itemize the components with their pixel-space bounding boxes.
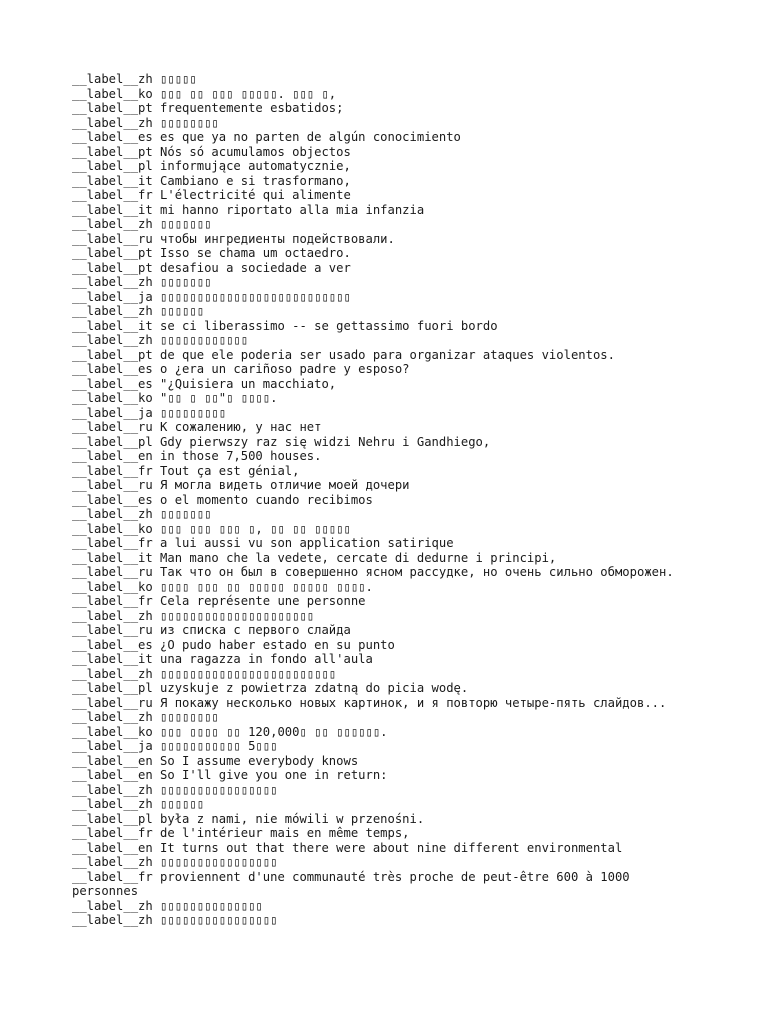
text-line: __label__es ¿O pudo haber estado en su punto [72, 637, 395, 652]
text-line: __label__pl Gdy pierwszy raz się widzi Nehru i Gandhiego, [72, 434, 491, 449]
text-line: __label__zh ▯▯▯▯▯▯▯▯▯▯▯▯ [72, 333, 249, 347]
text-line: __label__en So I'll give you one in return: [72, 768, 388, 782]
text-line: __label__es es que ya no parten de algún conocimiento [72, 130, 461, 144]
text-line: __label__zh ▯▯▯▯▯▯▯▯ [72, 115, 219, 130]
text-line: __label__ko ▯▯▯ ▯▯▯ ▯▯▯ ▯, ▯▯ ▯▯ ▯▯▯▯▯ [72, 521, 351, 536]
text-line: __label__ru чтобы ингредиенты подействовали. [72, 231, 395, 246]
text-line: __label__ru Я покажу несколько новых картинок, и я повторю четыре-пять слайдов... [72, 695, 667, 710]
text-line: __label__ru К сожалению, у нас нет [72, 420, 322, 434]
text-line: __label__zh ▯▯▯▯▯▯ [72, 797, 205, 811]
text-line: __label__fr de l'intérieur mais en même temps, [72, 826, 410, 840]
text-line: __label__zh ▯▯▯▯▯▯▯▯▯▯▯▯▯▯▯▯ [72, 913, 278, 927]
text-line: __label__ja ▯▯▯▯▯▯▯▯▯▯▯ 5▯▯▯ [72, 739, 278, 753]
text-line: __label__es o el momento cuando recibimos [72, 492, 373, 507]
text-line: __label__zh ▯▯▯▯▯▯▯▯▯▯▯▯▯▯▯▯▯▯▯▯▯▯▯▯ [72, 666, 337, 681]
document-text-body [72, 72, 696, 928]
text-line: __label__fr Tout ça est génial, [72, 463, 300, 478]
text-line: __label__ja ▯▯▯▯▯▯▯▯▯▯▯▯▯▯▯▯▯▯▯▯▯▯▯▯▯▯ [72, 289, 351, 304]
text-line: __label__pl była z nami, nie mówili w przenośni. [72, 811, 425, 826]
text-line: __label__it Man mano che la vedete, cercate di dedurne i principi, [72, 550, 557, 565]
text-line: __label__en It turns out that there were about nine different environmental [72, 840, 623, 855]
text-line: __label__it una ragazza in fondo all'aula [72, 652, 373, 666]
text-line: __label__zh ▯▯▯▯▯ [72, 72, 197, 86]
text-line: __label__it se ci liberassimo -- se gettassimo fuori bordo [72, 318, 498, 333]
text-line: __label__zh ▯▯▯▯▯▯▯ [72, 217, 212, 231]
text-line: __label__fr Cela représente une personne [72, 594, 366, 608]
text-line: __label__pl uzyskuje z powietrza zdatną do picia wodę. [72, 681, 469, 695]
text-line: __label__it Cambiano e si trasformano, [72, 173, 351, 188]
text-line: __label__pt Nós só acumulamos objectos [72, 144, 351, 159]
text-line: __label__pt desafiou a sociedade a ver [72, 260, 351, 275]
text-line: __label__fr proviennent d'une communauté très proche de peut-être 600 à 1000 personnes [72, 869, 637, 898]
text-line: __label__fr L'électricité qui alimente [72, 188, 351, 202]
text-line: __label__zh ▯▯▯▯▯▯▯ [72, 275, 212, 289]
text-line: __label__zh ▯▯▯▯▯▯▯▯▯▯▯▯▯▯▯▯▯▯▯▯▯ [72, 608, 315, 623]
text-line: __label__zh ▯▯▯▯▯▯ [72, 304, 205, 318]
text-line: __label__ko ▯▯▯ ▯▯ ▯▯▯ ▯▯▯▯▯. ▯▯▯ ▯, [72, 86, 337, 101]
text-line: __label__es o ¿era un cariñoso padre y esposo? [72, 362, 410, 376]
text-line: __label__zh ▯▯▯▯▯▯▯ [72, 507, 212, 521]
text-line: __label__it mi hanno riportato alla mia infanzia [72, 202, 425, 217]
text-line: __label__ru Я могла видеть отличие моей дочери [72, 478, 410, 492]
text-line: __label__pt Isso se chama um octaedro. [72, 246, 351, 260]
text-line: __label__ja ▯▯▯▯▯▯▯▯▯ [72, 405, 227, 420]
text-line: __label__ru Так что он был в совершенно ясном рассудке, но очень сильно обморожен. [72, 565, 674, 579]
text-line: __label__ko ▯▯▯ ▯▯▯▯ ▯▯ 120,000▯ ▯▯ ▯▯▯▯▯▯. [72, 724, 388, 739]
text-line: __label__ru из списка с первого слайда [72, 623, 351, 637]
text-line: __label__pt frequentemente esbatidos; [72, 101, 344, 115]
text-line: __label__es "¿Quisiera un macchiato, [72, 376, 337, 391]
text-line: __label__zh ▯▯▯▯▯▯▯▯▯▯▯▯▯▯▯▯ [72, 855, 278, 869]
text-line: __label__pl informujące automatycznie, [72, 159, 351, 173]
text-line: __label__ko ▯▯▯▯ ▯▯▯ ▯▯ ▯▯▯▯▯ ▯▯▯▯▯ ▯▯▯▯. [72, 579, 373, 594]
text-line: __label__zh ▯▯▯▯▯▯▯▯ [72, 710, 219, 724]
text-line: __label__fr a lui aussi vu son application satirique [72, 536, 454, 550]
text-line: __label__en So I assume everybody knows [72, 753, 359, 768]
text-line: __label__en in those 7,500 houses. [72, 449, 322, 463]
text-line: __label__zh ▯▯▯▯▯▯▯▯▯▯▯▯▯▯▯▯ [72, 782, 278, 797]
text-line: __label__zh ▯▯▯▯▯▯▯▯▯▯▯▯▯▯ [72, 898, 263, 913]
text-line: __label__ko "▯▯ ▯ ▯▯"▯ ▯▯▯▯. [72, 391, 278, 405]
text-line: __label__pt de que ele poderia ser usado para organizar ataques violentos. [72, 347, 615, 362]
